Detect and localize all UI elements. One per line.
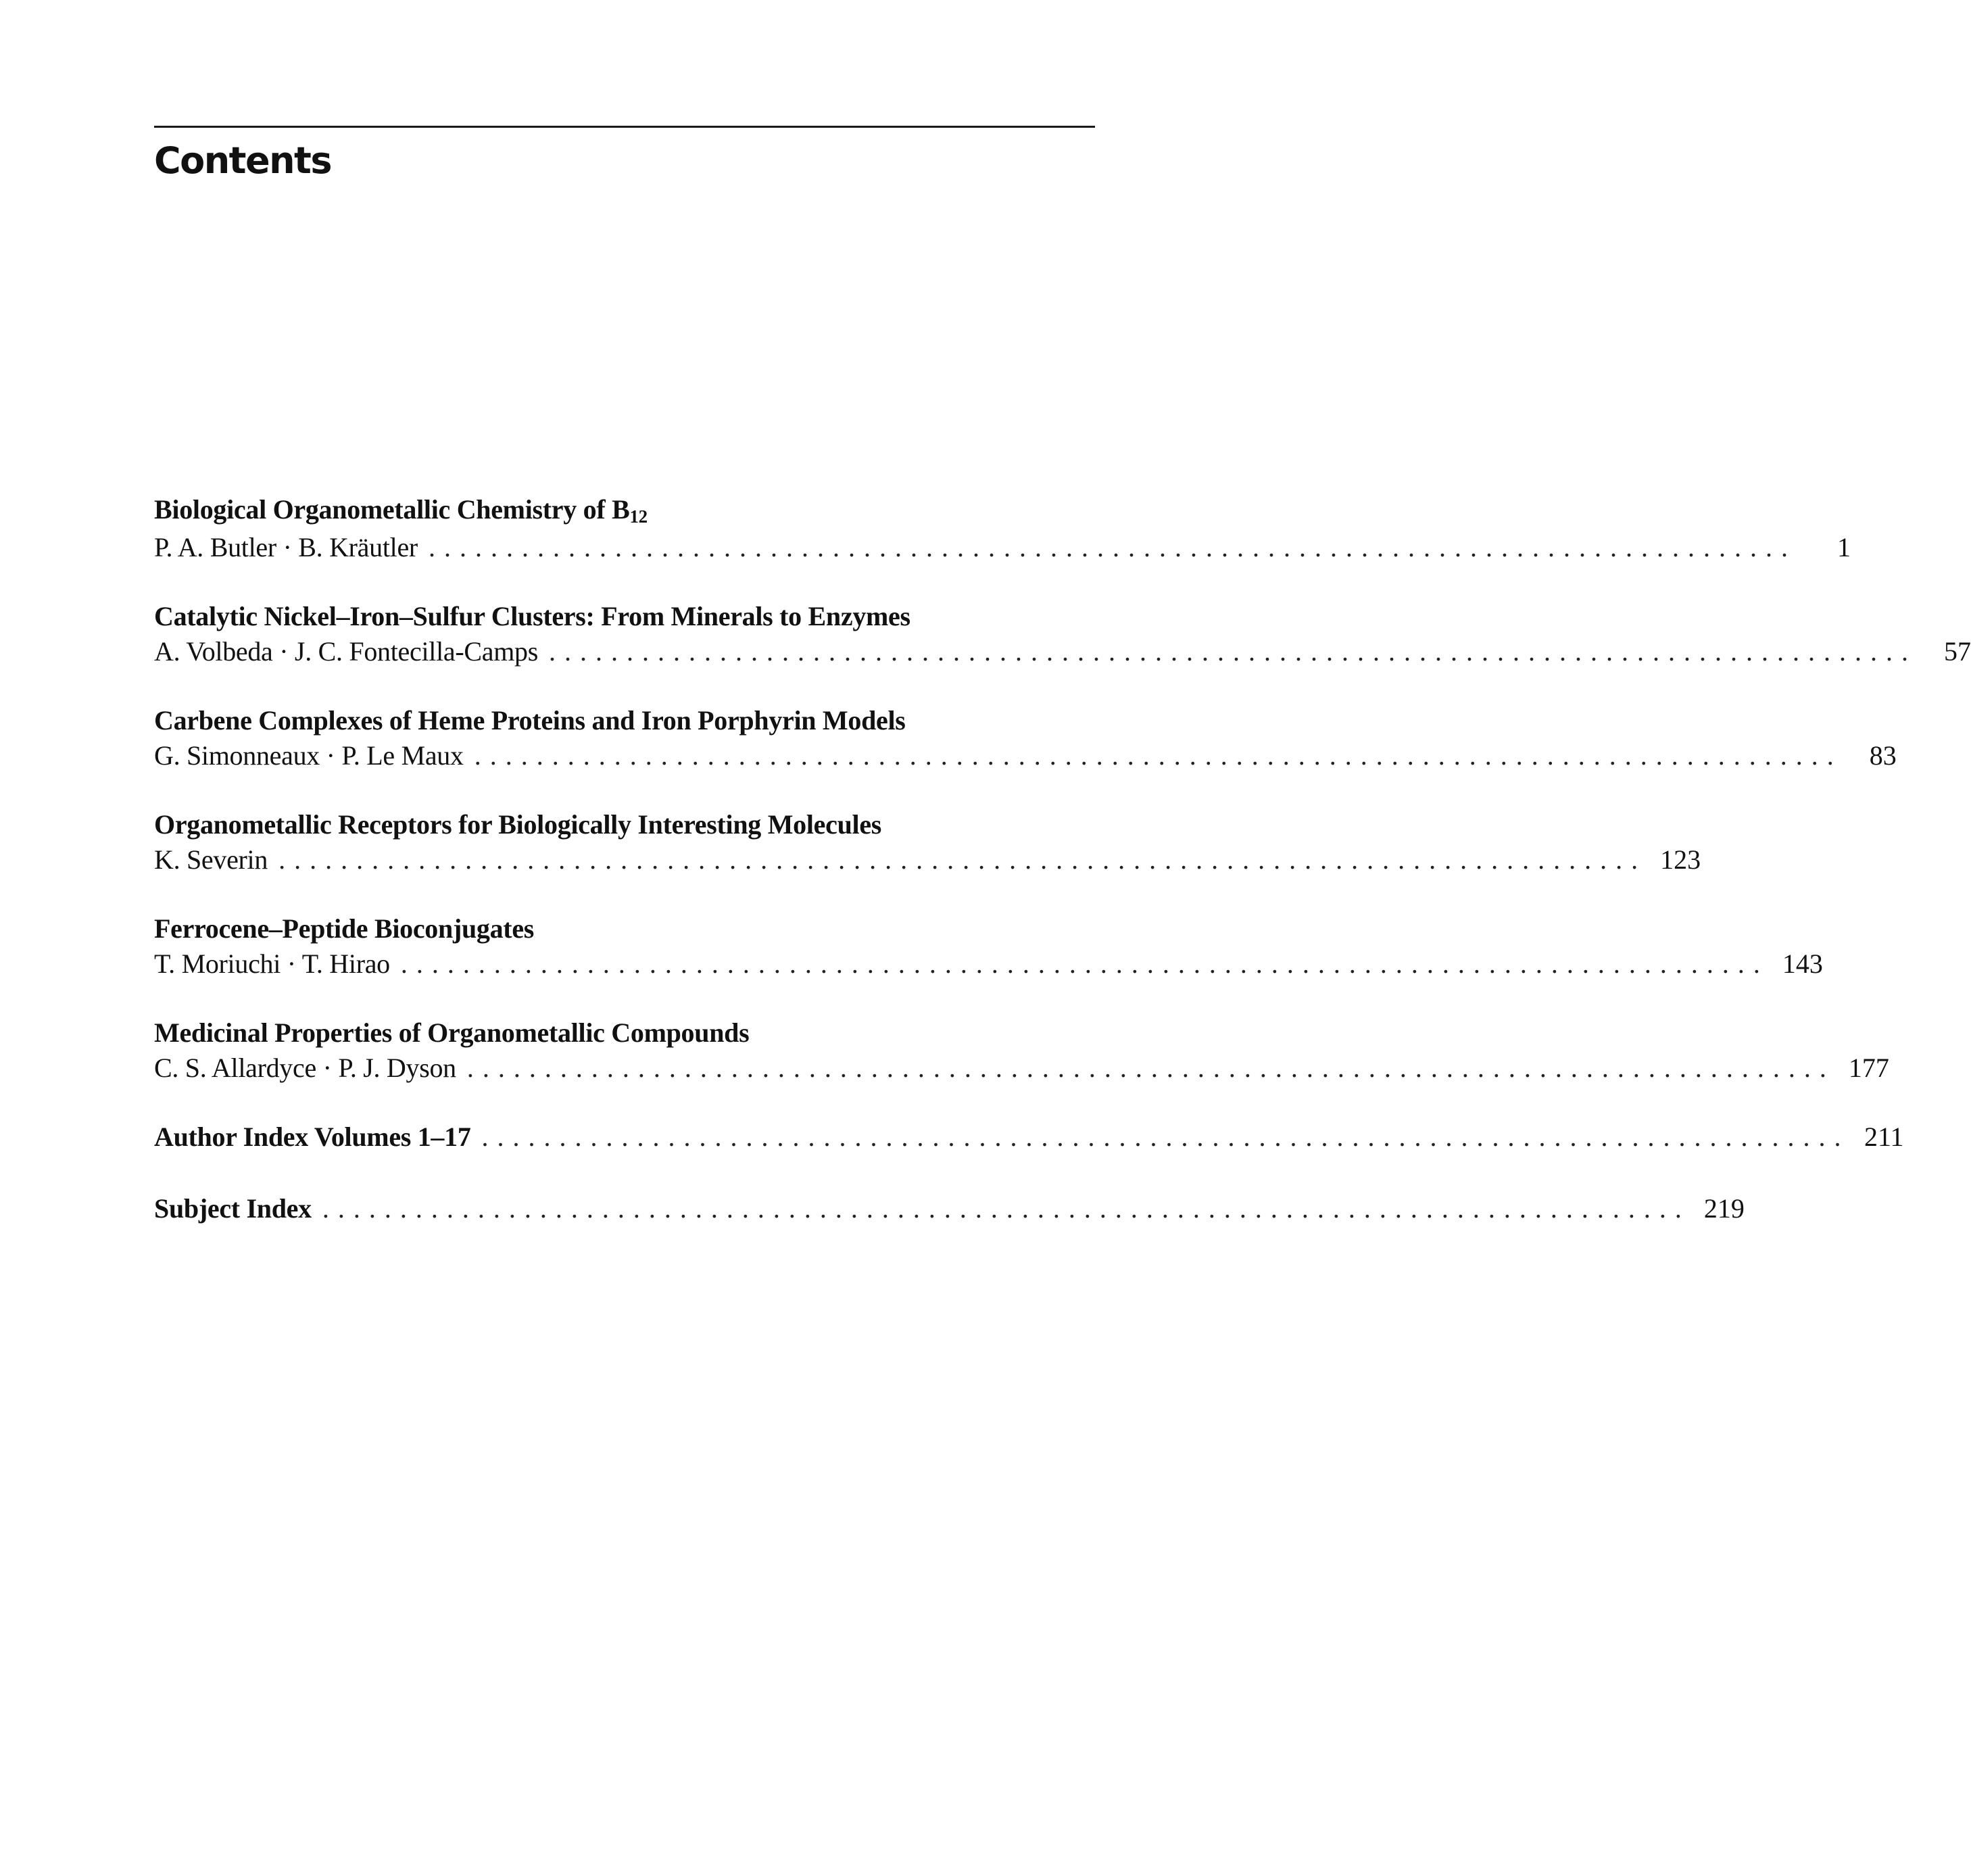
toc-entry-line xyxy=(154,842,1701,877)
toc-entry-page: 219 xyxy=(1703,1193,1745,1224)
dot-leader: ........................................................................................ xyxy=(428,532,1797,562)
toc-entry-title: Biological Organometallic Chemistry of $B_{12}$ xyxy=(154,494,648,527)
toc-entry-authors: A. Volbeda · J. C. Fontecilla-Camps xyxy=(154,636,538,667)
dot-leader: ........................................................................................ xyxy=(466,1053,1835,1083)
dot-leader: ........................................................................................ xyxy=(481,1122,1850,1152)
toc-entry-page: 143 xyxy=(1782,948,1823,979)
toc-entry-page: 211 xyxy=(1864,1122,1904,1152)
toc-entry-ferrocene-peptide[interactable] xyxy=(154,911,1823,982)
toc-entry-author-index[interactable] xyxy=(154,1120,1904,1155)
table-of-contents xyxy=(154,492,1971,1263)
toc-entry-title: Ferrocene–Peptide Bioconjugates xyxy=(154,913,535,944)
header-rule xyxy=(154,126,1095,128)
toc-entry-page: 57 xyxy=(1943,636,1971,667)
toc-entry-authors: K. Severin xyxy=(154,844,268,875)
page-title: Contents xyxy=(154,139,332,182)
toc-entry-line xyxy=(154,1051,1889,1086)
toc-entry-page: 83 xyxy=(1869,740,1897,771)
toc-entry-title: Catalytic Nickel–Iron–Sulfur Clusters: From Minerals to Enzymes xyxy=(154,601,910,631)
toc-entry-line xyxy=(154,634,1971,669)
toc-entry-page: 123 xyxy=(1660,844,1701,875)
toc-entry-nickel-iron-sulfur[interactable] xyxy=(154,599,1971,669)
dot-leader: ........................................................................................ xyxy=(322,1193,1690,1224)
dot-leader: ........................................................................................ xyxy=(474,740,1843,771)
toc-entry-subject-index[interactable] xyxy=(154,1191,1745,1226)
toc-entry-authors: P. A. Butler · B. Kräutler xyxy=(154,532,418,562)
toc-entry-medicinal-properties[interactable] xyxy=(154,1015,1889,1086)
toc-entry-title: Organometallic Receptors for Biologically Interesting Molecules xyxy=(154,809,882,840)
toc-entry-line xyxy=(154,1191,1745,1226)
dot-leader: ........................................................................................ xyxy=(548,636,1917,667)
toc-entry-title: Author Index Volumes 1–17 xyxy=(154,1122,471,1152)
toc-entry-carbene-complexes[interactable] xyxy=(154,703,1897,773)
toc-entry-page: 1 xyxy=(1836,532,1851,562)
toc-entry-title: Carbene Complexes of Heme Proteins and Iron Porphyrin Models xyxy=(154,705,906,736)
toc-entry-line xyxy=(154,530,1851,565)
dot-leader: ........................................................................................ xyxy=(400,948,1769,979)
dot-leader: ........................................................................................ xyxy=(278,844,1647,875)
toc-entry-line xyxy=(154,738,1897,773)
toc-entry-title: Subject Index xyxy=(154,1193,312,1224)
toc-entry-title: Medicinal Properties of Organometallic Compounds xyxy=(154,1017,750,1048)
toc-entry-line xyxy=(154,946,1823,982)
toc-entry-authors: T. Moriuchi · T. Hirao xyxy=(154,948,390,979)
toc-entry-b12[interactable] xyxy=(154,492,1851,565)
toc-entry-page: 177 xyxy=(1848,1053,1889,1083)
subscript: 12 xyxy=(629,506,648,527)
toc-entry-organometallic-receptors[interactable] xyxy=(154,807,1701,877)
toc-entry-line xyxy=(154,1120,1904,1155)
toc-entry-authors: C. S. Allardyce · P. J. Dyson xyxy=(154,1053,456,1083)
toc-entry-authors: G. Simonneaux · P. Le Maux xyxy=(154,740,464,771)
